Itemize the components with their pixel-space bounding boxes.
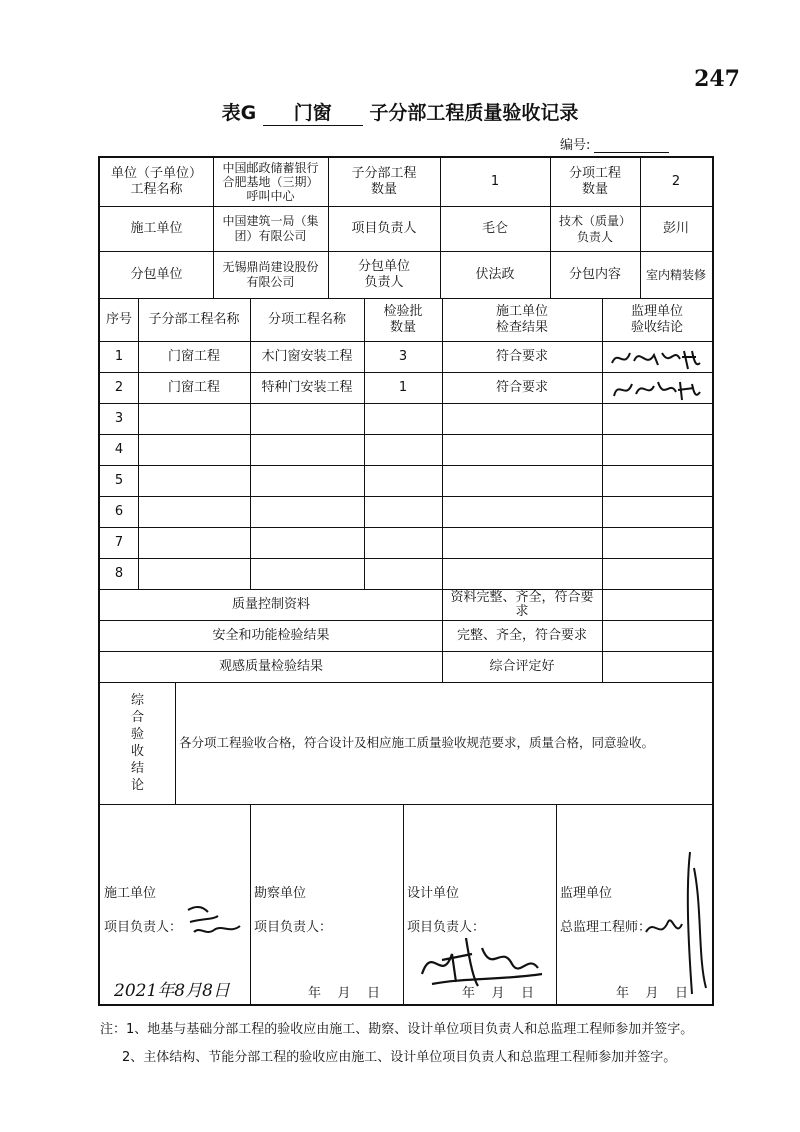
header-check-result: 施工单位 检查结果 <box>495 303 548 335</box>
sig-date-survey: 年 月 日 <box>308 986 381 1001</box>
sig-role-supervision: 总监理工程师： <box>560 920 652 935</box>
check-label-quality-docs: 质量控制资料 <box>231 596 310 612</box>
serial-label: 编号: <box>560 138 591 153</box>
contractor-value: 中国建筑一局（集 团）有限公司 <box>222 213 319 243</box>
contractor-label: 施工单位 <box>130 220 183 236</box>
header-item: 分项工程名称 <box>267 311 346 327</box>
table-cell-no: 4 <box>114 441 124 457</box>
table-cell-sub <box>138 558 250 589</box>
sub-content-label: 分包内容 <box>568 266 621 282</box>
note-1: 注：1、地基与基础分部工程的验收应由施工、勘察、设计单位项目负责人和总监理工程师参加并签字。 <box>100 1022 694 1037</box>
table-cell-no: 1 <box>114 348 124 364</box>
sig-org-design: 设计单位 <box>407 886 460 901</box>
table-cell-result: 符合要求 <box>495 379 548 395</box>
sig-org-contractor: 施工单位 <box>104 886 157 901</box>
table-cell-result: 符合要求 <box>495 348 548 364</box>
sig-date-supervision: 年 月 日 <box>616 986 689 1001</box>
sub-pm-value: 伏法政 <box>475 266 515 282</box>
table-cell-qty <box>364 465 442 496</box>
table-cell-result <box>442 403 602 434</box>
title-subject: 门窗 <box>263 98 363 126</box>
serial-blank <box>594 138 669 153</box>
design-pm-signature <box>412 924 552 994</box>
pm-label: 项目负责人 <box>351 220 417 236</box>
table-cell-sub <box>138 434 250 465</box>
page-number: 247 <box>694 66 740 92</box>
table-cell-item <box>250 527 364 558</box>
table-cell-qty <box>364 496 442 527</box>
table-cell-no: 7 <box>114 534 124 550</box>
table-cell-item <box>250 496 364 527</box>
pm-value: 毛仑 <box>481 220 508 236</box>
sub-count-value: 1 <box>490 174 500 189</box>
sig-role-contractor: 项目负责人： <box>104 920 183 935</box>
table-cell-result <box>442 558 602 589</box>
header-supervision: 监理单位 验收结论 <box>630 303 683 335</box>
note-2: 2、主体结构、节能分部工程的验收应由施工、设计单位项目负责人和总监理工程师参加并签字。 <box>122 1050 677 1065</box>
header-batch-qty: 检验批 数量 <box>383 303 423 335</box>
serial-number <box>560 134 669 153</box>
sub-content-value: 室内精装修 <box>645 267 706 282</box>
table-cell-qty: 3 <box>398 348 408 364</box>
table-cell-item <box>250 558 364 589</box>
sig-org-survey: 勘察单位 <box>254 886 307 901</box>
table-cell-item: 特种门安装工程 <box>261 379 353 395</box>
table-cell-qty <box>364 434 442 465</box>
supervision-signature-1 <box>608 343 708 373</box>
header-no: 序号 <box>105 311 132 327</box>
table-cell-no: 5 <box>114 472 124 488</box>
table-cell-item: 木门窗安装工程 <box>261 348 353 364</box>
conclusion-text: 各分项工程验收合格，符合设计及相应施工质量验收规范要求，质量合格，同意验收。 <box>179 735 655 750</box>
table-cell-result <box>442 434 602 465</box>
check-value-appearance: 综合评定好 <box>489 658 555 674</box>
table-cell-sub: 门窗工程 <box>167 379 220 395</box>
sig-role-design: 项目负责人： <box>407 920 486 935</box>
table-cell-sub <box>138 465 250 496</box>
sub-count-label: 子分部工程 数量 <box>351 166 417 197</box>
table-cell-no: 3 <box>114 410 124 426</box>
table-cell-result <box>442 465 602 496</box>
table-cell-item <box>250 434 364 465</box>
tech-value: 彭川 <box>662 220 689 236</box>
check-value-quality-docs: 资料完整、齐全，符合要 求 <box>450 589 594 619</box>
header-subsection: 子分部工程名称 <box>148 311 240 327</box>
subcontractor-value: 无锡鼎尚建设股份 有限公司 <box>222 259 319 289</box>
tech-label: 技术（质量） 负责人 <box>558 213 631 244</box>
supervision-chief-signature <box>640 848 716 998</box>
table-cell-item <box>250 403 364 434</box>
sub-pm-label: 分包单位 负责人 <box>357 258 410 290</box>
conclusion-label: 综 合 验 收 结 论 <box>130 693 144 793</box>
unit-value: 中国邮政储蓄银行 合肥基地（三期） 呼叫中心 <box>222 161 319 203</box>
check-value-safety: 完整、齐全，符合要求 <box>456 627 587 643</box>
check-label-safety: 安全和功能检验结果 <box>212 627 330 643</box>
table-cell-qty: 1 <box>398 379 408 395</box>
sig-role-survey: 项目负责人： <box>254 920 333 935</box>
page-title <box>0 98 800 126</box>
table-cell-no: 6 <box>114 503 124 519</box>
item-count-value: 2 <box>671 174 681 189</box>
table-cell-sub <box>138 403 250 434</box>
table-cell-item <box>250 465 364 496</box>
table-cell-result <box>442 527 602 558</box>
table-cell-qty <box>364 403 442 434</box>
contractor-pm-signature <box>184 900 244 940</box>
table-cell-qty <box>364 558 442 589</box>
table-cell-no: 8 <box>114 565 124 581</box>
title-prefix: 表G <box>221 102 257 124</box>
supervision-signature-2 <box>608 374 708 404</box>
check-label-appearance: 观感质量检验结果 <box>218 658 323 674</box>
subcontractor-label: 分包单位 <box>130 266 183 282</box>
sig-org-supervision: 监理单位 <box>560 886 613 901</box>
sig-date-design: 年 月 日 <box>462 986 535 1001</box>
table-cell-sub <box>138 496 250 527</box>
table-cell-no: 2 <box>114 379 124 395</box>
sig-date-contractor: 2021年8月8日 <box>114 981 230 1001</box>
table-cell-result <box>442 496 602 527</box>
table-cell-sub: 门窗工程 <box>167 348 220 364</box>
title-suffix: 子分部工程质量验收记录 <box>369 102 579 124</box>
item-count-label: 分项工程 数量 <box>568 166 621 197</box>
unit-label: 单位（子单位） 工程名称 <box>110 166 202 197</box>
record-table <box>98 156 714 1006</box>
table-cell-sub <box>138 527 250 558</box>
table-cell-qty <box>364 527 442 558</box>
